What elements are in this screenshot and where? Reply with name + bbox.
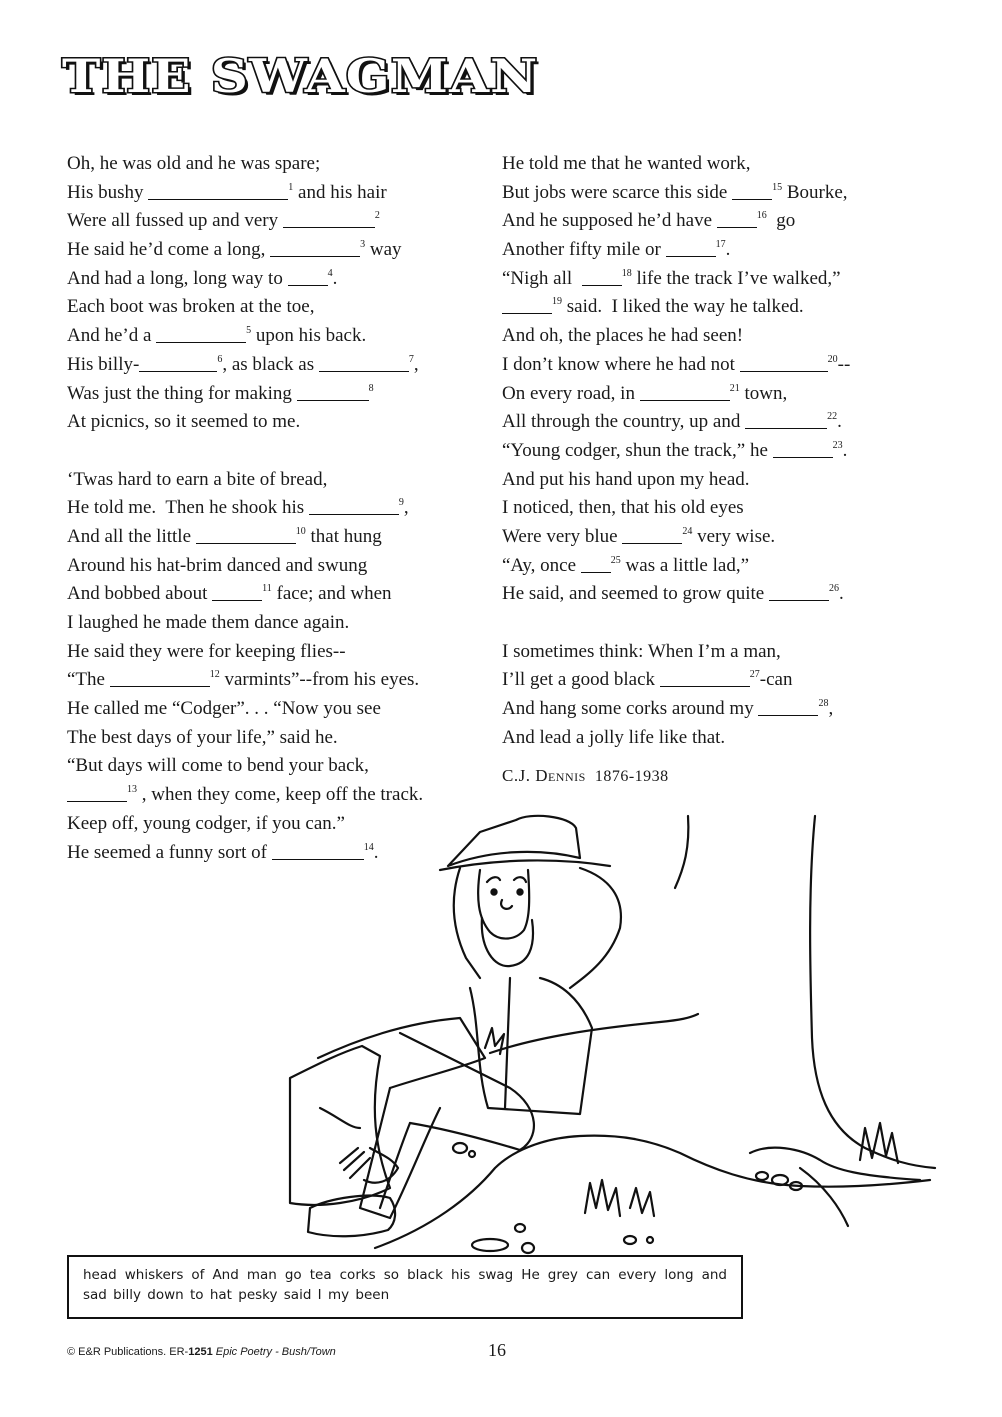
- poem-text: Keep off, young codger, if you can.”: [67, 812, 345, 834]
- poem-text: “Nigh all: [502, 267, 582, 289]
- poem-text: And had a long, long way to: [67, 267, 288, 289]
- poem-text: , as black as: [222, 353, 319, 375]
- poem-text: Were all fussed up and very: [67, 210, 283, 232]
- poem-text: .: [838, 583, 844, 605]
- poem-right-column: [502, 150, 922, 786]
- stanza-break: [67, 437, 487, 466]
- blank-number: 2: [374, 210, 380, 222]
- blank-number: 3: [360, 239, 366, 251]
- author-name: C.J. Dennis: [502, 766, 586, 786]
- poem-line: [502, 150, 922, 179]
- footer-copyright: [67, 1346, 336, 1358]
- poem-line: [502, 408, 922, 437]
- fill-in-blank-12[interactable]: [110, 669, 210, 687]
- poem-text: .: [725, 239, 731, 261]
- blank-number: 12: [209, 669, 220, 681]
- blank-number: 22: [827, 411, 838, 423]
- poem-text: And all the little: [67, 525, 196, 547]
- poem-text: Bourke,: [782, 181, 848, 203]
- poem-text: that hung: [305, 525, 382, 547]
- poem-text: “Young codger, shun the track,” he: [502, 439, 773, 461]
- blank-number: 20: [827, 353, 838, 365]
- fill-in-blank-3[interactable]: [270, 239, 360, 257]
- poem-text: Each boot was broken at the toe,: [67, 296, 315, 318]
- fill-in-blank-24[interactable]: [622, 526, 682, 544]
- poem-text: “The: [67, 669, 110, 691]
- fill-in-blank-20[interactable]: [740, 354, 828, 372]
- poem-line: [502, 265, 922, 294]
- poem-text: was a little lad,”: [620, 554, 750, 576]
- poem-line: [502, 666, 922, 695]
- blank-number: 6: [217, 353, 223, 365]
- product-code: 1251: [188, 1346, 213, 1358]
- author-credit: [502, 766, 922, 786]
- blank-number: 5: [246, 325, 252, 337]
- blank-number: 28: [818, 698, 829, 710]
- fill-in-blank-28[interactable]: [758, 698, 818, 716]
- fill-in-blank-4[interactable]: [288, 268, 328, 286]
- poem-text: -can: [759, 669, 793, 691]
- poem-line: [67, 380, 487, 409]
- poem-text: I laughed he made them dance again.: [67, 612, 350, 633]
- page-title: THE SWAGMAN: [62, 49, 539, 103]
- fill-in-blank-18[interactable]: [582, 268, 622, 286]
- fill-in-blank-10[interactable]: [196, 526, 296, 544]
- poem-line: [502, 466, 922, 495]
- poem-text: “But days will come to bend your back,: [67, 755, 369, 777]
- poem-text: He told me. Then he shook his: [67, 497, 309, 519]
- poem-line: [67, 724, 487, 753]
- poem-line: [67, 236, 487, 265]
- blank-number: 26: [828, 583, 839, 595]
- copyright-text: © E&R Publications. ER-: [67, 1346, 189, 1358]
- poem-text: life the track I’ve walked,”: [631, 267, 841, 289]
- poem-line: [67, 580, 487, 609]
- poem-line: [502, 380, 922, 409]
- fill-in-blank-1[interactable]: [148, 182, 288, 200]
- poem-line: [67, 695, 487, 724]
- poem-text: Around his hat-brim danced and swung: [67, 554, 368, 576]
- poem-line: [67, 207, 487, 236]
- blank-number: 27: [749, 669, 760, 681]
- poem-line: [67, 293, 487, 322]
- poem-text: I don’t know where he had not: [502, 353, 740, 375]
- fill-in-blank-9[interactable]: [309, 497, 399, 515]
- poem-line: [67, 638, 487, 667]
- poem-text: , when they come, keep off the track.: [137, 784, 424, 806]
- poem-left-column: [67, 150, 487, 867]
- poem-line: [502, 293, 922, 322]
- fill-in-blank-17[interactable]: [666, 239, 716, 257]
- poem-text: I’ll get a good black: [502, 669, 660, 691]
- blank-number: 15: [772, 181, 783, 193]
- poem-line: [67, 351, 487, 380]
- poem-line: [67, 752, 487, 781]
- fill-in-blank-8[interactable]: [297, 383, 369, 401]
- poem-line: [67, 322, 487, 351]
- blank-number: 11: [262, 583, 272, 595]
- poem-line: [67, 494, 487, 523]
- fill-in-blank-15[interactable]: [732, 182, 772, 200]
- fill-in-blank-26[interactable]: [769, 583, 829, 601]
- poem-line: [502, 437, 922, 466]
- poem-text: very wise.: [692, 525, 776, 547]
- poem-text: go: [766, 210, 796, 232]
- poem-text: .: [842, 439, 848, 461]
- poem-text: and his hair: [293, 181, 387, 203]
- poem-text: The best days of your life,” said he.: [67, 726, 338, 748]
- fill-in-blank-21[interactable]: [640, 383, 730, 401]
- blank-number: 8: [368, 382, 374, 394]
- poem-line: [502, 523, 922, 552]
- fill-in-blank-2[interactable]: [283, 210, 375, 228]
- fill-in-blank-25[interactable]: [581, 555, 611, 573]
- poem-line: [67, 265, 487, 294]
- poem-line: [502, 695, 922, 724]
- swagman-illustration-icon: [280, 808, 940, 1260]
- blank-number: 21: [729, 382, 740, 394]
- word-bank-text: head whiskers of And man go tea corks so black his swag He grey can every long and sad billy down to hat pesky said I my been: [83, 1267, 727, 1303]
- poem-line: [502, 236, 922, 265]
- word-bank-box: [67, 1255, 743, 1319]
- fill-in-blank-13[interactable]: [67, 784, 127, 802]
- blank-number: 24: [682, 525, 693, 537]
- poem-line: [67, 150, 487, 179]
- fill-in-blank-7[interactable]: [319, 354, 409, 372]
- blank-number: 10: [295, 525, 306, 537]
- poem-line: [67, 523, 487, 552]
- poem-line: [67, 408, 487, 437]
- poem-line: [67, 179, 487, 208]
- poem-text: And he’d a: [67, 325, 157, 347]
- poem-text: said. I liked the way he talked.: [562, 296, 804, 318]
- poem-text: And put his hand upon my head.: [502, 468, 750, 490]
- poem-text: At picnics, so it seemed to me.: [67, 411, 301, 433]
- poem-text: His billy-: [67, 353, 140, 375]
- fill-in-blank-27[interactable]: [660, 669, 750, 687]
- blank-number: 17: [715, 239, 726, 251]
- poem-text: “Ay, once: [502, 554, 581, 576]
- poem-text: Another fifty mile or: [502, 239, 666, 261]
- poem-line: [502, 552, 922, 581]
- poem-text: And hang some corks around my: [502, 698, 759, 720]
- poem-line: [502, 351, 922, 380]
- book-title: Epic Poetry - Bush/Town: [215, 1346, 336, 1358]
- stanza-break: [502, 609, 922, 638]
- poem-text: He said they were for keeping flies--: [67, 640, 346, 662]
- blank-number: 23: [832, 439, 843, 451]
- blank-number: 14: [363, 841, 374, 853]
- poem-text: varmints”--from his eyes.: [219, 669, 420, 691]
- blank-number: 13: [127, 784, 137, 796]
- poem-text: I sometimes think: When I’m a man,: [502, 640, 781, 662]
- poem-line: [502, 179, 922, 208]
- poem-text: On every road, in: [502, 382, 640, 404]
- poem-line: [502, 207, 922, 236]
- poem-text: And he supposed he’d have: [502, 210, 717, 232]
- poem-line: [67, 609, 487, 638]
- poem-text: He seemed a funny sort of: [67, 841, 272, 863]
- blank-number: 25: [610, 554, 621, 566]
- blank-number: 4: [327, 267, 333, 279]
- poem-text: He told me that he wanted work,: [502, 153, 751, 174]
- blank-number: 9: [398, 497, 404, 509]
- poem-text: He said, and seemed to grow quite: [502, 583, 769, 605]
- poem-line: [67, 466, 487, 495]
- poem-text: And oh, the places he had seen!: [502, 325, 744, 347]
- poem-text: ,: [828, 698, 834, 720]
- poem-text: But jobs were scarce this side: [502, 181, 733, 203]
- author-years: 1876-1938: [585, 768, 669, 786]
- poem-text: ,: [413, 353, 419, 375]
- poem-text: Oh, he was old and he was spare;: [67, 153, 321, 174]
- blank-number: 19: [552, 296, 562, 308]
- fill-in-blank-16[interactable]: [717, 210, 757, 228]
- poem-text: He called me “Codger”. . . “Now you see: [67, 698, 381, 720]
- poem-line: [502, 322, 922, 351]
- poem-text: .: [837, 411, 842, 433]
- blank-number: 18: [621, 267, 632, 279]
- poem-text: Were very blue: [502, 525, 623, 547]
- poem-line: [502, 724, 922, 753]
- fill-in-blank-5[interactable]: [156, 325, 246, 343]
- poem-text: His bushy: [67, 181, 149, 203]
- poem-line: [502, 580, 922, 609]
- poem-line: [502, 638, 922, 667]
- poem-text: He said he’d come a long,: [67, 239, 271, 261]
- page-number: 16: [488, 1340, 506, 1360]
- blank-number: 16: [756, 210, 767, 222]
- blank-number: 7: [408, 353, 414, 365]
- poem-text: ,: [403, 497, 409, 519]
- poem-line: [67, 666, 487, 695]
- poem-line: [67, 781, 487, 810]
- poem-text: ‘Twas hard to earn a bite of bread,: [67, 468, 328, 490]
- fill-in-blank-11[interactable]: [212, 583, 262, 601]
- poem-text: I noticed, then, that his old eyes: [502, 497, 744, 519]
- poem-text: face; and when: [271, 583, 392, 605]
- poem-text: .: [332, 267, 338, 289]
- poem-line: [502, 494, 922, 523]
- fill-in-blank-23[interactable]: [773, 440, 833, 458]
- fill-in-blank-6[interactable]: [139, 354, 217, 372]
- poem-text: --: [837, 353, 851, 375]
- poem-text: All through the country, up and: [502, 411, 746, 433]
- poem-text: town,: [739, 382, 788, 404]
- poem-text: upon his back.: [251, 325, 367, 347]
- poem-text: way: [365, 239, 402, 261]
- blank-number: 1: [288, 181, 294, 193]
- poem-text: And bobbed about: [67, 583, 213, 605]
- fill-in-blank-22[interactable]: [745, 411, 827, 429]
- poem-text: And lead a jolly life like that.: [502, 726, 726, 748]
- fill-in-blank-19[interactable]: [502, 296, 552, 314]
- poem-line: [67, 552, 487, 581]
- poem-text: Was just the thing for making: [67, 382, 297, 404]
- poem-text: .: [373, 841, 379, 863]
